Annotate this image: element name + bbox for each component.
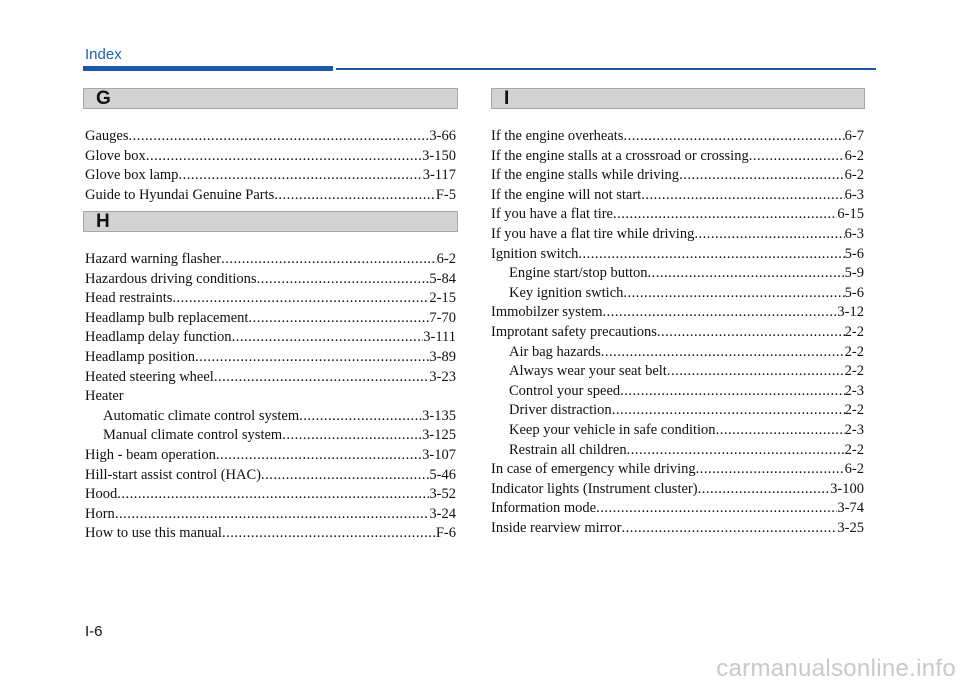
entry-text: If the engine stalls while driving — [491, 167, 680, 184]
entry-text: Driver distraction — [509, 402, 612, 419]
entry-page-ref: 2-3 — [844, 382, 864, 399]
dot-leader — [299, 408, 422, 425]
index-entry — [85, 369, 456, 389]
index-entry — [491, 461, 864, 481]
entry-page-ref: 6-15 — [837, 206, 864, 223]
index-subentry — [491, 402, 864, 422]
dot-leader — [621, 520, 837, 537]
entry-page-ref: 5-84 — [429, 270, 456, 287]
index-list-g — [85, 128, 456, 206]
index-subentry — [85, 408, 456, 428]
index-entry — [491, 167, 864, 187]
entry-page-ref: 2-2 — [844, 441, 864, 458]
index-entry — [491, 520, 864, 540]
entry-text: Indicator lights (Instrument cluster) — [491, 480, 698, 497]
entry-text: Manual climate control system — [103, 427, 283, 444]
entry-text: Head restraints — [85, 290, 173, 307]
index-entry — [491, 148, 864, 168]
dot-leader — [178, 167, 422, 184]
dot-leader — [623, 128, 844, 145]
entry-text: If you have a flat tire while driving — [491, 225, 695, 242]
entry-text: Headlamp bulb replacement — [85, 309, 249, 326]
index-entry — [85, 467, 456, 487]
dot-leader — [613, 206, 837, 223]
entry-text: Heater — [85, 388, 124, 405]
dot-leader — [749, 148, 845, 165]
entry-text: Glove box — [85, 147, 146, 164]
entry-text: Key ignition swtich — [509, 284, 624, 301]
dot-leader — [115, 506, 430, 523]
index-subentry — [491, 383, 864, 403]
entry-page-ref: 5-6 — [844, 284, 864, 301]
index-subentry — [491, 422, 864, 442]
index-entry — [491, 246, 864, 266]
index-entry — [85, 148, 456, 168]
entry-page-ref: 6-3 — [844, 225, 864, 242]
entry-text: Gauges — [85, 128, 129, 144]
entry-page-ref: 2-3 — [844, 421, 864, 438]
dot-leader — [195, 349, 429, 366]
index-entry — [85, 506, 456, 526]
dot-leader — [129, 128, 430, 145]
section-header-g — [83, 88, 458, 109]
section-letter: G — [96, 88, 111, 109]
entry-text: Glove box lamp — [85, 167, 179, 184]
entry-page-ref: 3-66 — [429, 128, 456, 144]
dot-leader — [667, 363, 845, 380]
dot-leader — [623, 285, 844, 302]
entry-page-ref: 6-2 — [844, 461, 864, 478]
entry-page-ref: 3-111 — [423, 329, 456, 346]
entry-page-ref: 3-89 — [429, 348, 456, 365]
section-letter: H — [96, 211, 110, 232]
entry-page-ref: F-6 — [435, 525, 456, 542]
dot-leader — [694, 226, 844, 243]
entry-page-ref: 7-70 — [429, 309, 456, 326]
entry-text: Horn — [85, 505, 115, 522]
dot-leader — [274, 187, 436, 204]
entry-page-ref: 6-2 — [844, 147, 864, 164]
index-entry — [491, 500, 864, 520]
entry-page-ref: 3-23 — [429, 368, 456, 385]
entry-text: Hazard warning flasher — [85, 251, 222, 267]
index-subentry — [491, 285, 864, 305]
entry-text: How to use this manual — [85, 525, 222, 542]
dot-leader — [627, 442, 845, 459]
entry-text: Immobilzer system — [491, 304, 603, 321]
entry-page-ref: F-5 — [435, 186, 456, 203]
entry-text: Improtant safety precautions — [491, 323, 657, 340]
entry-text: Keep your vehicle in safe condition — [509, 421, 716, 438]
index-entry — [85, 447, 456, 467]
dot-leader — [117, 486, 429, 503]
header-rule-thick — [83, 66, 333, 71]
entry-text: Information mode — [491, 500, 597, 517]
entry-text: Automatic climate control system — [103, 407, 300, 424]
index-entry — [85, 128, 456, 148]
entry-text: In case of emergency while driving — [491, 461, 696, 478]
index-entry — [85, 525, 456, 545]
entry-text: Hill-start assist control (HAC) — [85, 466, 261, 483]
index-entry — [85, 251, 456, 271]
dot-leader — [232, 329, 424, 346]
index-subentry — [491, 442, 864, 462]
entry-page-ref: 3-25 — [837, 519, 864, 536]
index-entry — [85, 349, 456, 369]
entry-text: Restrain all children — [509, 441, 627, 458]
entry-page-ref: 6-2 — [436, 251, 456, 267]
entry-text: Engine start/stop button — [509, 265, 648, 282]
entry-text: Air bag hazards — [509, 343, 601, 360]
index-list-h — [85, 251, 456, 545]
entry-page-ref: 2-15 — [429, 290, 456, 307]
dot-leader — [716, 422, 845, 439]
dot-leader — [679, 167, 845, 184]
index-entry — [85, 187, 456, 207]
entry-page-ref: 3-74 — [837, 500, 864, 517]
dot-leader — [282, 427, 422, 444]
index-subentry — [491, 363, 864, 383]
dot-leader — [698, 481, 831, 498]
entry-page-ref: 3-12 — [837, 304, 864, 321]
dot-leader — [248, 310, 429, 327]
index-subentry — [491, 344, 864, 364]
entry-text: Always wear your seat belt — [509, 363, 667, 380]
entry-text: Hazardous driving conditions — [85, 270, 257, 287]
section-header-i — [491, 88, 865, 109]
index-entry — [491, 481, 864, 501]
entry-text: Inside rearview mirror — [491, 519, 622, 536]
entry-page-ref: 2-2 — [844, 343, 864, 360]
index-entry — [491, 187, 864, 207]
entry-page-ref: 2-2 — [844, 363, 864, 380]
entry-page-ref: 5-46 — [429, 466, 456, 483]
entry-page-ref: 5-6 — [844, 245, 864, 262]
entry-text: Guide to Hyundai Genuine Parts — [85, 186, 275, 203]
entry-text: If the engine stalls at a crossroad or crossing — [491, 147, 749, 164]
dot-leader — [216, 447, 422, 464]
dot-leader — [214, 369, 430, 386]
index-entry — [491, 206, 864, 226]
section-letter: I — [504, 88, 510, 109]
index-subentry — [85, 427, 456, 447]
header-rule-thin — [336, 68, 876, 70]
index-entry — [85, 271, 456, 291]
index-list-i — [491, 128, 864, 539]
dot-leader — [596, 500, 837, 517]
dot-leader — [612, 402, 845, 419]
entry-page-ref: 3-117 — [422, 167, 456, 184]
entry-page-ref: 2-2 — [844, 323, 864, 340]
entry-page-ref: 3-52 — [429, 486, 456, 503]
index-entry — [85, 310, 456, 330]
page-header-title: Index — [85, 46, 122, 63]
dot-leader — [620, 383, 845, 400]
index-entry — [491, 128, 864, 148]
index-subentry — [491, 265, 864, 285]
index-entry — [491, 324, 864, 344]
section-header-h — [83, 211, 458, 232]
entry-text: Hood — [85, 486, 118, 503]
index-entry — [491, 226, 864, 246]
entry-page-ref: 5-9 — [844, 265, 864, 282]
dot-leader — [578, 246, 844, 263]
entry-page-ref: 3-135 — [422, 407, 456, 424]
entry-page-ref: 3-24 — [429, 505, 456, 522]
dot-leader — [172, 290, 429, 307]
entry-page-ref: 6-3 — [844, 186, 864, 203]
entry-text: High - beam operation — [85, 446, 216, 463]
dot-leader — [221, 251, 437, 268]
index-entry — [85, 388, 456, 408]
index-entry — [491, 304, 864, 324]
entry-text: Control your speed — [509, 382, 621, 399]
index-entry — [85, 329, 456, 349]
entry-page-ref: 3-107 — [422, 446, 456, 463]
dot-leader — [603, 304, 838, 321]
dot-leader — [696, 461, 845, 478]
entry-text: Heated steering wheel — [85, 368, 214, 385]
index-entry — [85, 167, 456, 187]
entry-page-ref: 6-7 — [844, 128, 864, 144]
entry-text: If the engine overheats — [491, 128, 624, 144]
entry-page-ref: 2-2 — [844, 402, 864, 419]
index-entry — [85, 486, 456, 506]
entry-text: Headlamp delay function — [85, 329, 232, 346]
entry-page-ref: 3-100 — [830, 480, 864, 497]
dot-leader — [222, 525, 436, 542]
dot-leader — [261, 467, 429, 484]
watermark: carmanualsonline.info — [716, 655, 956, 682]
dot-leader — [601, 344, 845, 361]
page-number: I-6 — [85, 623, 103, 640]
dot-leader — [657, 324, 845, 341]
entry-text: If you have a flat tire — [491, 206, 613, 223]
dot-leader — [257, 271, 430, 288]
entry-text: If the engine will not start — [491, 186, 642, 203]
entry-text: Ignition switch — [491, 245, 579, 262]
dot-leader — [648, 265, 845, 282]
index-entry — [85, 290, 456, 310]
entry-page-ref: 3-150 — [422, 147, 456, 164]
entry-text: Headlamp position — [85, 348, 195, 365]
dot-leader — [641, 187, 844, 204]
dot-leader — [146, 148, 422, 165]
entry-page-ref: 6-2 — [844, 167, 864, 184]
entry-page-ref: 3-125 — [422, 427, 456, 444]
